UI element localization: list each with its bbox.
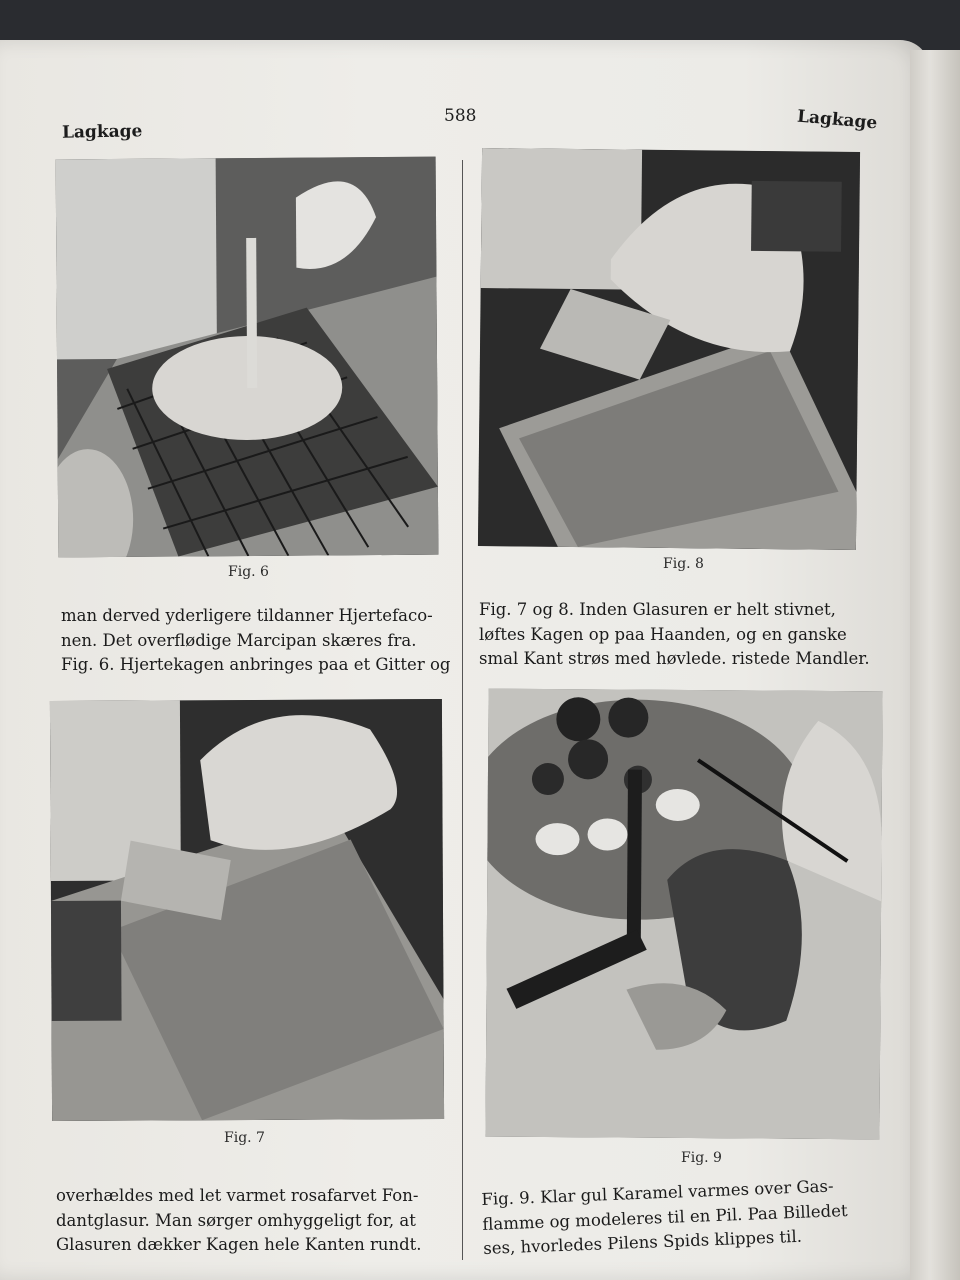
- text-line: smal Kant strøs med høvlede. ristede Mandler.: [479, 649, 870, 668]
- text-line: overhældes med let varmet rosafarvet Fon-: [56, 1186, 419, 1205]
- fig8-label: Fig. 8: [663, 556, 704, 572]
- fig7-label: Fig. 7: [224, 1130, 265, 1146]
- fig6-photo: [56, 157, 439, 558]
- fig9-label: Fig. 9: [681, 1150, 722, 1166]
- text-line: dantglasur. Man sørger omhyggeligt for, at: [56, 1210, 416, 1230]
- fig7-photo: [50, 699, 444, 1121]
- page-number: 588: [444, 106, 477, 126]
- text-line: Glasuren dækker Kagen hele Kanten rundt.: [56, 1235, 422, 1254]
- text-line: løftes Kagen op paa Haanden, og en ganske: [479, 624, 847, 644]
- caption-right-lower: [481, 1174, 849, 1261]
- text-line: Fig. 7 og 8. Inden Glasuren er helt stivnet,: [479, 600, 836, 619]
- next-page-edge: [910, 50, 960, 1280]
- text-line: ses, hvorledes Pilens Spids klippes til.: [482, 1226, 803, 1258]
- text-line: nen. Det overflødige Marcipan skæres fra.: [61, 630, 417, 650]
- text-line: Fig. 9. Klar gul Karamel varmes over Gas-: [481, 1176, 834, 1209]
- running-header-left: Lagkage: [61, 121, 143, 143]
- caption-left-upper: [61, 604, 450, 678]
- text-line: Fig. 6. Hjertekagen anbringes paa et Gitter og: [61, 655, 451, 674]
- caption-right-upper: [479, 598, 870, 672]
- running-header-right: Lagkage: [796, 106, 879, 134]
- caption-left-lower: [56, 1184, 422, 1258]
- column-divider: [462, 160, 463, 1260]
- fig6-label: Fig. 6: [228, 564, 269, 580]
- fig9-photo: [485, 689, 882, 1140]
- text-line: flamme og modeleres til en Pil. Paa Billedet: [482, 1200, 848, 1234]
- fig8-photo: [478, 148, 860, 550]
- text-line: man derved yderligere tildanner Hjertefaco-: [61, 606, 433, 625]
